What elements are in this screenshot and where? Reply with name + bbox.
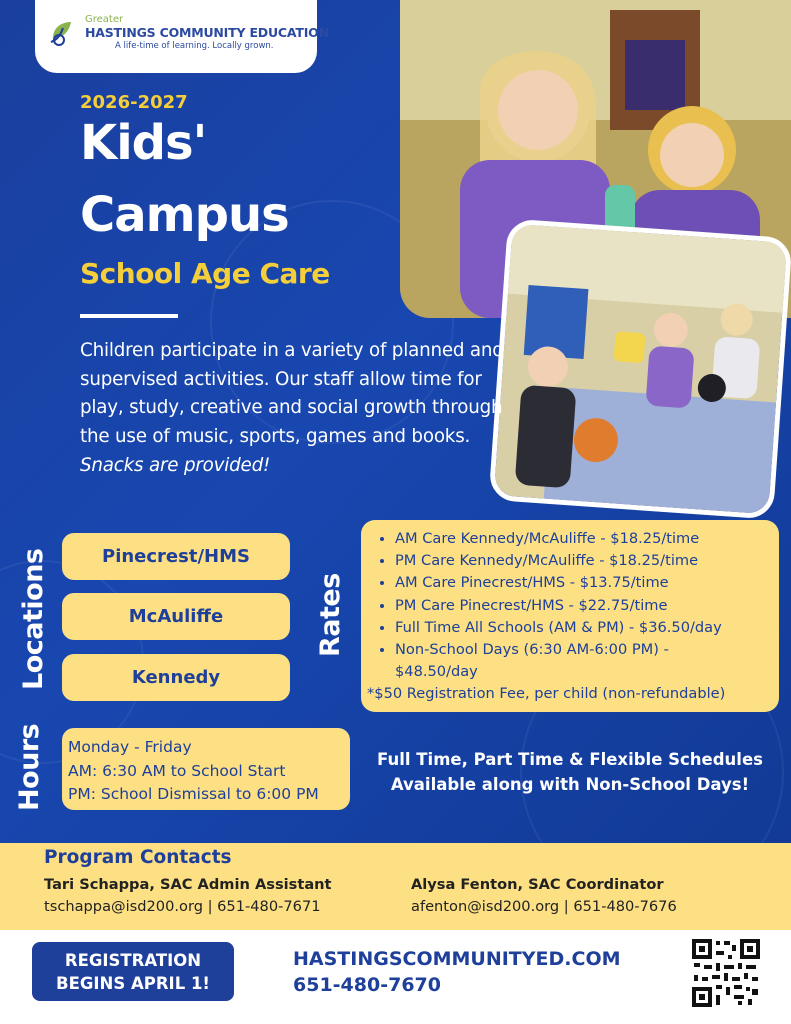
registration-line-1: REGISTRATION xyxy=(64,950,202,970)
logo-name: HASTINGS COMMUNITY EDUCATION xyxy=(85,25,329,40)
schedules-line-2: Available along with Non-School Days! xyxy=(390,775,750,794)
registration-button[interactable] xyxy=(32,942,234,1001)
contact-info[interactable]: afenton@isd200.org | 651-480-7676 xyxy=(411,898,677,915)
schedules-line-1: Full Time, Part Time & Flexible Schedules xyxy=(377,750,763,769)
hours-am: AM: 6:30 AM to School Start xyxy=(68,761,286,780)
hours-heading: Hours xyxy=(14,723,45,811)
location-pinecrest: Pinecrest/HMS xyxy=(62,533,290,580)
rates-box xyxy=(361,520,779,712)
qr-code-icon[interactable] xyxy=(690,937,762,1009)
logo-greater: Greater xyxy=(85,14,124,25)
phone-number[interactable]: 651-480-7670 xyxy=(293,974,441,996)
rate-item: • Non-School Days (6:30 AM-6:00 PM) - $48.50/day xyxy=(395,639,725,683)
website-link[interactable]: HASTINGSCOMMUNITYED.COM xyxy=(293,948,621,970)
program-contacts xyxy=(0,843,791,930)
title-divider xyxy=(80,314,178,318)
subtitle: School Age Care xyxy=(80,257,330,290)
rate-item: • PM Care Pinecrest/HMS - $22.75/time xyxy=(395,595,771,617)
photo-painting-illustration xyxy=(494,224,787,515)
contact-name: Alysa Fenton, SAC Coordinator xyxy=(411,876,664,893)
program-description xyxy=(80,337,520,481)
logo[interactable] xyxy=(35,0,329,73)
rate-item: • PM Care Kennedy/McAuliffe - $18.25/time xyxy=(395,550,771,572)
school-year: 2026-2027 xyxy=(80,92,188,113)
footer xyxy=(0,930,791,1024)
schedules-note xyxy=(370,747,770,797)
hours-box xyxy=(62,728,350,810)
registration-fee-note: *$50 Registration Fee, per child (non-refundable) xyxy=(367,685,726,703)
hours-pm: PM: School Dismissal to 6:00 PM xyxy=(68,785,319,803)
leaf-logo-icon xyxy=(47,14,81,48)
location-kennedy: Kennedy xyxy=(62,654,290,701)
rates-heading: Rates xyxy=(315,573,346,657)
title-line-2: Campus xyxy=(80,187,289,243)
rates-list xyxy=(371,528,771,683)
logo-tagline: A life-time of learning. Locally grown. xyxy=(115,41,274,51)
title-line-1: Kids' xyxy=(80,115,207,171)
hours-days: Monday - Friday xyxy=(68,738,192,756)
locations-heading: Locations xyxy=(18,548,49,690)
contacts-heading: Program Contacts xyxy=(44,847,232,868)
rate-item: • AM Care Kennedy/McAuliffe - $18.25/time xyxy=(395,528,771,550)
description-text: Children participate in a variety of planned and supervised activities. Our staff allow time for play, study, creative and social growth through the use of music, sports, games and books. xyxy=(80,340,504,448)
rate-item: • AM Care Pinecrest/HMS - $13.75/time xyxy=(395,572,771,594)
contact-name: Tari Schappa, SAC Admin Assistant xyxy=(44,876,332,893)
contact-info[interactable]: tschappa@isd200.org | 651-480-7671 xyxy=(44,898,321,915)
snacks-note: Snacks are provided! xyxy=(80,454,271,476)
website-contact xyxy=(293,946,621,998)
photo-kids-painting xyxy=(489,218,791,519)
rate-item: • Full Time All Schools (AM & PM) - $36.50/day xyxy=(395,617,771,639)
location-mcauliffe: McAuliffe xyxy=(62,593,290,640)
registration-line-2: BEGINS APRIL 1! xyxy=(56,973,210,993)
